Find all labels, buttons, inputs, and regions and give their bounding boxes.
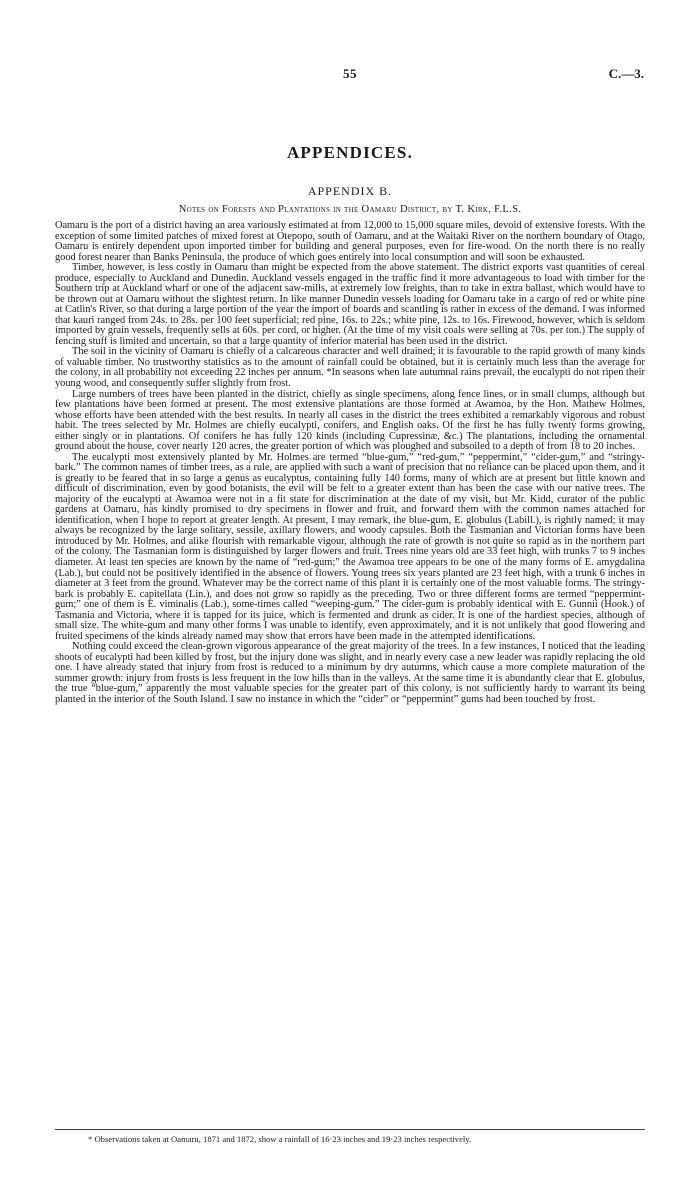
paragraph: Nothing could exceed the clean-grown vigorous appearance of the great majority of the trees. In a few instances, I noticed that the leading shoots of eucalypti had been killed by frost, but the injury done was slight, and in nearly every case a new leader was rapidly replacing the old one. I have already stated that injury from frost is reduced to a minimum by dry autumns, which cause a more complete maturation of the summer growth: injury from frosts is less frequent in the low hills than in the valleys. At the same time it is abundantly clear that E. globulus, the true “blue-gum,” apparently the most valuable species for the greater part of this colony, is not sufficiently hardy to warrant its being planted in the interior of the South Island. I saw no instance in which the “cider” or “peppermint” gums had been touched by frost. — [55, 641, 645, 705]
paragraph: The eucalypti most extensively planted by Mr. Holmes are termed “blue-gum,” “red-gum,” “peppermint,” “cider-gum,” and “stringy-bark.” The common names of timber trees, as a rule, are applied with such a want of precision that no reliance can be placed upon them, and it is greatly to be feared that in so large a genus as eucalyptus, containing fully 140 forms, many of which are at present but little known and difficult of discrimination, even by good botanists, the evil will be felt to a greater extent than has been the case with our native trees. The majority of the eucalypti at Awamoa were not in a fit state for discrimination at the date of my visit, but Mr. Kidd, curator of the public gardens at Oamaru, has kindly promised to dry specimens in flower and fruit, and forward them with the common names attached for identification, when I hope to report at greater length. At present, I may remark, the blue-gum, E. globulus (Labill.), is rightly named; it may always be recognized by the large solitary, sessile, axillary flowers, and woody capsules. Both the Tasmanian and Victorian forms have been introduced by Mr. Holmes, and alike flourish with remarkable vigour, although the rate of growth is not quite so rapid as in the northern part of the colony. The Tasmanian form is distinguished by larger flowers and fruit. Trees nine years old are 33 feet high, with trunks 7 to 9 inches diameter. At least ten species are known by the name of “red-gum;” the Awamoa tree appears to be one of the many forms of E. amygdalina (Lab.), but could not be positively identified in the absence of flowers. Young trees six years planted are 23 feet high, with a trunk 6 inches in diameter at 3 feet from the ground. Whatever may be the correct name of this plant it is certainly one of the most valuable forms. The stringy-bark is probably E. capitellata (Lin.), and does not grow so rapidly as the preceding. Two or three different forms are termed “peppermint-gum;” one of them is E. viminalis (Lab.), some-times called “weeping-gum.” The cider-gum is probably identical with E. Gunnii (Hook.) of Tasmania and Victoria, where it is tapped for its juice, which is fermented and drunk as cider. It is one of the hardiest species, although of small size. The white-gum and many other forms I was unable to identify, even approximately, and it is not unlikely that good flowering and fruited specimens of the kinds already named may show that errors have been made in the attempted identifications. — [55, 451, 645, 642]
page-title: APPENDICES. — [286, 143, 414, 162]
footnote: * Observations taken at Oamaru, 1871 and 1872, show a rainfall of 16·23 inches and 19·23 inches respectively. — [88, 1134, 472, 1144]
body-text — [55, 221, 645, 705]
paragraph: Oamaru is the port of a district having an area variously estimated at from 12,000 to 15,000 square miles, devoid of extensive forests. With the exception of some limited patches of mixed forest at Otepopo, south of Oamaru, and at the Waitaki River on the northern boundary of Otago, Oamaru is entirely dependent upon imported timber for building and general purposes, even for fire-wood. On the north there is no really good forest nearer than Banks Peninsula, the produce of which goes entirely into local consumption and will soon be exhausted. — [55, 220, 645, 263]
paragraph: The soil in the vicinity of Oamaru is chiefly of a calcareous character and well drained; it is favourable to the rapid growth of many kinds of valuable timber. No trustworthy statistics as to the amount of rainfall could be obtained, but it is certainly much less than the average for the colony, in all probability not exceeding 22 inches per annum. *In seasons when late autumnal rains prevail, the eucalypti do not ripen their young wood, and consequently suffer slightly from frost. — [55, 346, 645, 389]
page-number: 55 — [343, 66, 357, 81]
paragraph: Timber, however, is less costly in Oamaru than might be expected from the above statement. The district exports vast quantities of cereal produce, especially to Auckland and Dunedin. Auckland vessels engaged in the traffic find it more advantageous to load with timber for the Southern trip at Auckland wharf or one of the adjacent saw-mills, at extremely low freights, than to take in extra ballast, which would have to be thrown out at Oamaru without the slightest return. In like manner Dunedin vessels loading for Oamaru take in a cargo of red or white pine at Catlin's River, so that during a large portion of the year the import of boards and scantling is rather in excess of the demand. I was informed that kauri ranged from 24s. to 28s. per 100 feet superficial; red pine, 16s. to 22s.; white pine, 12s. to 16s. Firewood, however, which is seldom imported by grain vessels, frequently sells at 60s. per cord, or higher. (At the time of my visit coals were selling at 70s. per ton.) The supply of fencing stuff is limited and uncertain, so that a large quantity of inferior material has been used in the district. — [55, 262, 645, 347]
section-heading: Notes on Forests and Plantations in the Oamaru District, by T. Kirk, F.L.S. — [178, 204, 522, 215]
appendix-label: APPENDIX B. — [307, 184, 393, 198]
paragraph: Large numbers of trees have been planted in the district, chiefly as single specimens, along fence lines, or in small clumps, although but few plantations have been formed at present. The most extensive plantations are those formed at Awamoa, by the Hon. Mathew Holmes, whose efforts have been attended with the best results. In nearly all cases in the district the trees exhibited a remarkably vigorous and robust habit. The trees selected by Mr. Holmes are chiefly eucalypti, conifers, and English oaks. Of the first he has fully twenty forms growing, either singly or in plantations. Of conifers he has fully 120 kinds (including Cupressinæ, &c.) The plantations, including the ornamental ground about the house, cover nearly 120 acres, the greater portion of which was ploughed and subsoiled to a depth of from 18 to 20 inches. — [55, 388, 645, 453]
footnote-divider — [55, 1129, 645, 1130]
document-reference: C.—3. — [608, 66, 644, 81]
